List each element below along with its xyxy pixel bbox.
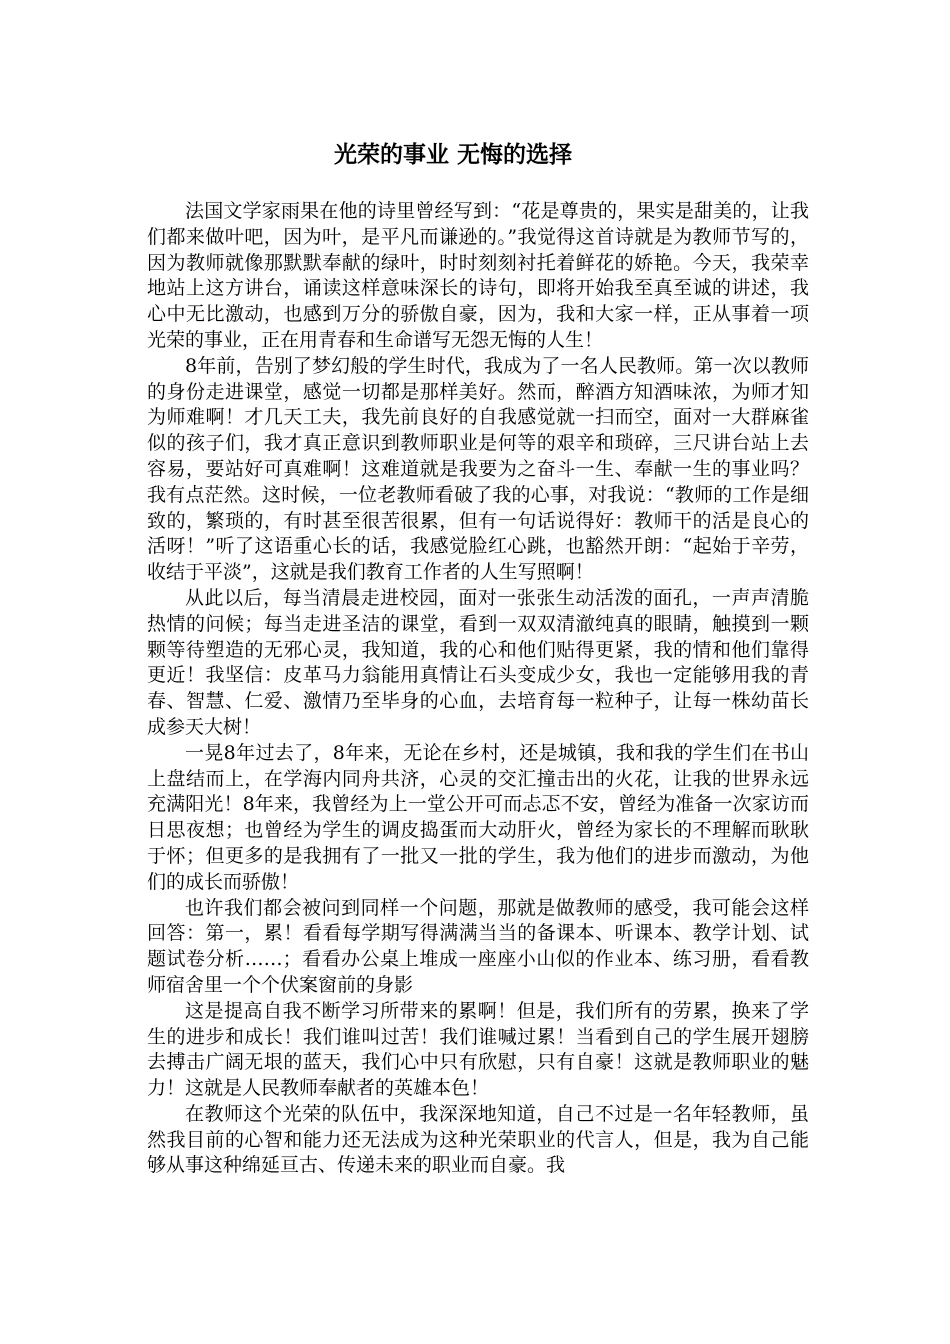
document-title: 光荣的事业 无悔的选择 — [333, 141, 572, 168]
paragraph-6: 这是提高自我不断学习所带来的累啊！但是，我们所有的劳累，换来了学生的进步和成长！我们谁叫过苦！我们谁喊过累！当看到自己的学生展开翅膀去搏击广阔无垠的蓝天，我们心中只有欣慰，只有自豪！这就是教师职业的魅力！这就是人民教师奉献者的英雄本色！ — [147, 999, 809, 1100]
paragraph-3: 从此以后，每当清晨走进校园，面对一张张生动活泼的面孔，一声声清脆热情的问候；每当走进圣洁的课堂，看到一双双清澈纯真的眼睛，触摸到一颗颗等待塑造的无邪心灵，我知道，我的心和他们贴得更紧，我的情和他们靠得更近！我坚信：皮革马力翁能用真情让石头变成少女，我也一定能够用我的青春、智慧、仁爱、激情乃至毕身的心血，去培育每一粒种子，让每一株幼苗长成参天大树！ — [147, 586, 809, 738]
document-body — [147, 199, 809, 1179]
paragraph-2: 8年前，告别了梦幻般的学生时代，我成为了一名人民教师。第一次以教师的身份走进课堂，感觉一切都是那样美好。然而，醉酒方知酒味浓，为师才知为师难啊！才几天工夫，我先前良好的自我感觉就一扫而空，面对一大群麻雀似的孩子们，我才真正意识到教师职业是何等的艰辛和琐碎，三尺讲台站上去容易，要站好可真难啊！这难道就是我要为之奋斗一生、奉献一生的事业吗？我有点茫然。这时候，一位老教师看破了我的心事，对我说：“教师的工作是细致的，繁琐的，有时甚至很苦很累，但有一句话说得好：教师干的活是良心的活呀！”听了这语重心长的话，我感觉脸红心跳，也豁然开朗：“起始于辛劳，收结于平淡”，这就是我们教育工作者的人生写照啊！ — [147, 354, 809, 584]
paragraph-4: 一晃8年过去了，8年来，无论在乡村，还是城镇，我和我的学生们在书山上盘结而上，在学海内同舟共济，心灵的交汇撞击出的火花，让我的世界永远充满阳光！8年来，我曾经为上一堂公开可而忐忑不安，曾经为准备一次家访而日思夜想；也曾经为学生的调皮捣蛋而大动肝火，曾经为家长的不理解而耿耿于怀；但更多的是我拥有了一批又一批的学生，我为他们的进步而激动，为他们的成长而骄傲！ — [147, 741, 809, 893]
paragraph-7: 在教师这个光荣的队伍中，我深深地知道，自己不过是一名年轻教师，虽然我目前的心智和能力还无法成为这种光荣职业的代言人，但是，我为自己能够从事这种绵延亘古、传递未来的职业而自豪。我 — [147, 1102, 809, 1177]
paragraph-1: 法国文学家雨果在他的诗里曾经写到：“花是尊贵的，果实是甜美的，让我们都来做叶吧，因为叶，是平凡而谦逊的。”我觉得这首诗就是为教师节写的，因为教师就像那默默奉献的绿叶，时时刻刻衬托着鲜花的娇艳。今天，我荣幸地站上这方讲台，诵读这样意味深长的诗句，即将开始我至真至诚的讲述，我心中无比激动，也感到万分的骄傲自豪，因为，我和大家一样，正从事着一项光荣的事业，正在用青春和生命谱写无怨无悔的人生！ — [147, 200, 809, 351]
paragraph-5: 也许我们都会被问到同样一个问题，那就是做教师的感受，我可能会这样回答：第一，累！看看每学期写得满满当当的备课本、听课本、教学计划、试题试卷分析……；看看办公桌上堆成一座座小山似的作业本、练习册，看看教师宿舍里一个个伏案窗前的身影 — [147, 896, 809, 996]
